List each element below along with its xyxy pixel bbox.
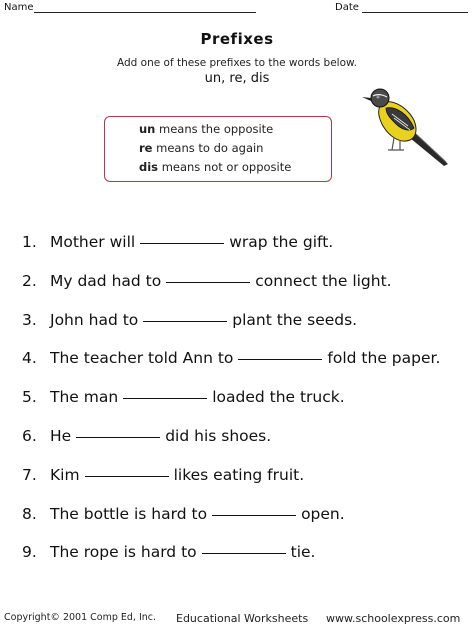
definition-prefix: dis	[139, 160, 159, 174]
question-text-before: John had to	[50, 311, 139, 329]
definition-un	[139, 122, 273, 136]
question-text-after: connect the light.	[255, 272, 392, 290]
question-7	[22, 466, 304, 484]
definition-text: means to do again	[156, 141, 264, 155]
question-5	[22, 388, 345, 406]
question-number: 5.	[22, 388, 37, 406]
question-number: 4.	[22, 349, 37, 367]
answer-blank[interactable]	[212, 514, 296, 516]
question-text-after: open.	[301, 505, 345, 523]
question-number: 2.	[22, 272, 37, 290]
question-number: 7.	[22, 466, 37, 484]
date-field-line[interactable]	[362, 12, 468, 13]
question-1	[22, 233, 333, 251]
prefix-list: un, re, dis	[204, 71, 270, 86]
question-text-before: The rope is hard to	[50, 543, 197, 561]
definition-text: means the opposite	[159, 122, 274, 136]
answer-blank[interactable]	[123, 397, 207, 399]
definitions-box	[104, 116, 332, 182]
question-text-after: did his shoes.	[165, 427, 272, 445]
answer-blank[interactable]	[143, 320, 227, 322]
definition-prefix: re	[139, 141, 153, 155]
question-number: 9.	[22, 543, 37, 561]
question-number: 1.	[22, 233, 37, 251]
question-text-after: tie.	[290, 543, 316, 561]
question-9	[22, 543, 316, 561]
footer-center: Educational Worksheets	[176, 612, 309, 625]
page-title: Prefixes	[200, 30, 274, 48]
question-text-after: fold the paper.	[327, 349, 441, 367]
answer-blank[interactable]	[166, 281, 250, 283]
question-text-before: The man	[50, 388, 119, 406]
question-4	[22, 349, 440, 367]
footer-copyright: Copyright© 2001 Comp Ed, Inc.	[4, 612, 157, 623]
answer-blank[interactable]	[85, 475, 169, 477]
question-text-before: The bottle is hard to	[50, 505, 208, 523]
bird-icon	[360, 80, 452, 168]
question-text-before: Mother will	[50, 233, 136, 251]
definition-prefix: un	[139, 122, 156, 136]
question-text-before: Kim	[50, 466, 80, 484]
answer-blank[interactable]	[140, 242, 224, 244]
instructions: Add one of these prefixes to the words below.	[117, 57, 357, 69]
date-label: Date	[335, 2, 359, 13]
answer-blank[interactable]	[76, 436, 160, 438]
question-6	[22, 427, 271, 445]
question-text-before: My dad had to	[50, 272, 162, 290]
question-number: 8.	[22, 505, 37, 523]
name-field-line[interactable]	[34, 12, 256, 13]
definition-re	[139, 141, 263, 155]
question-8	[22, 505, 345, 523]
question-text-before: The teacher told Ann to	[50, 349, 234, 367]
footer-site: www.schoolexpress.com	[326, 612, 461, 625]
question-text-before: He	[50, 427, 72, 445]
answer-blank[interactable]	[202, 552, 286, 554]
question-text-after: plant the seeds.	[232, 311, 358, 329]
question-3	[22, 311, 357, 329]
question-text-after: likes eating fruit.	[173, 466, 305, 484]
question-number: 6.	[22, 427, 37, 445]
question-text-after: loaded the truck.	[212, 388, 345, 406]
answer-blank[interactable]	[238, 358, 322, 360]
question-2	[22, 272, 392, 290]
question-text-after: wrap the gift.	[229, 233, 334, 251]
name-label: Name	[4, 2, 34, 13]
definition-text: means not or opposite	[161, 160, 292, 174]
question-number: 3.	[22, 311, 37, 329]
definition-dis	[139, 160, 291, 174]
